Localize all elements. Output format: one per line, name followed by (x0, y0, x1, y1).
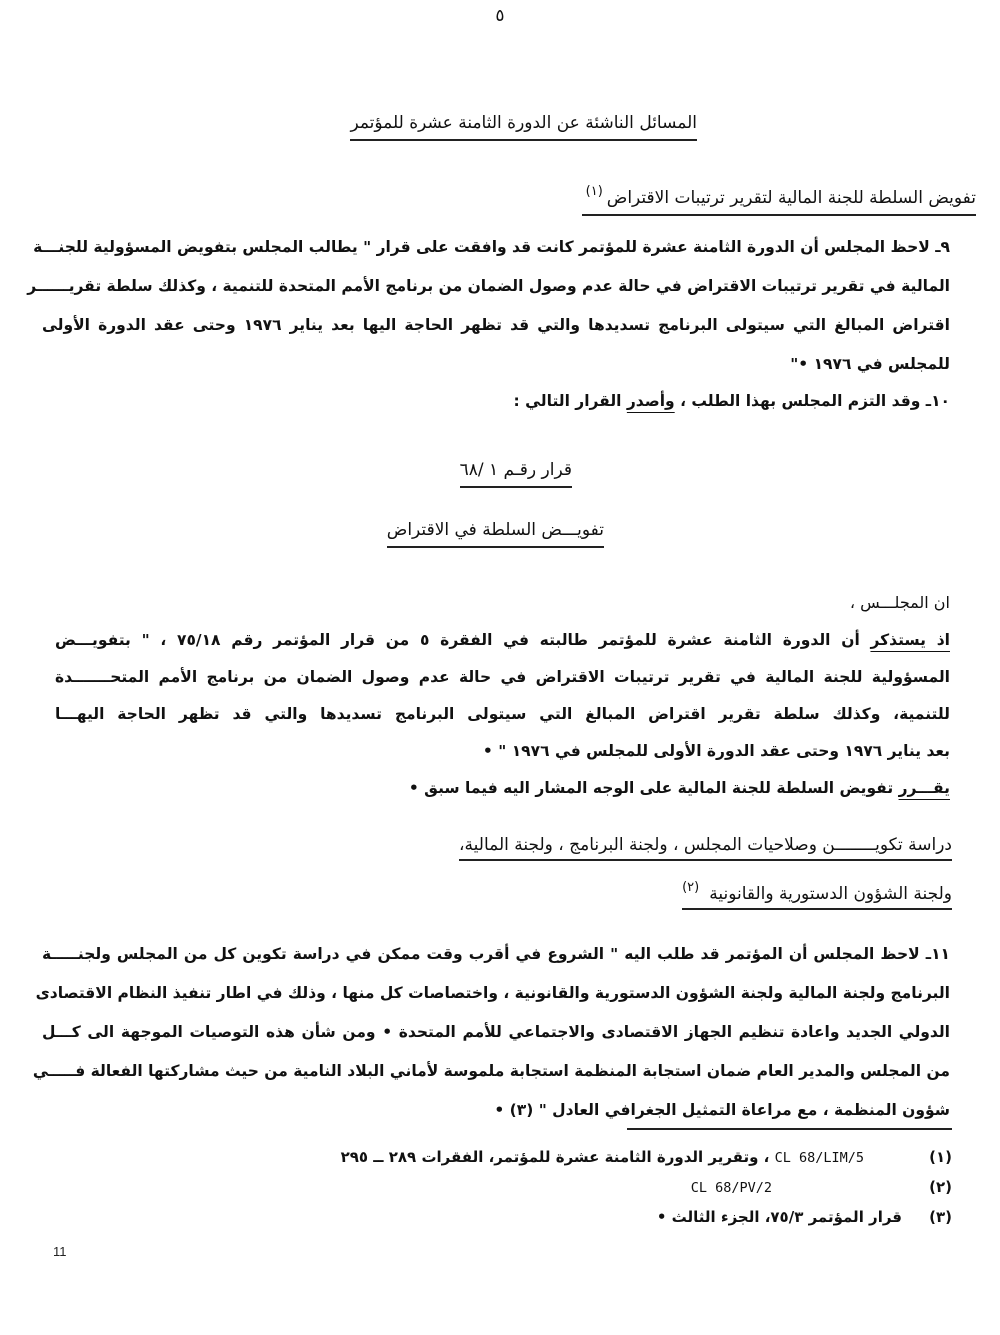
paragraph-line: للمجلس في ١٩٧٦ •" (790, 355, 950, 373)
decides-word: يقـــرر (898, 779, 950, 797)
paragraph-line: المالية في تقرير ترتيبات الاقتراض في حالة عدم وصول الضمان من برنامج الأمم المتحدة للتنمية ، وكذلك سلطة تقريــــــر (27, 277, 950, 295)
resolution-line: بعد يناير ١٩٧٦ وحتى عقد الدورة الأولى للمجلس في ١٩٧٦ " • (482, 742, 950, 760)
footnote-ref-2: (٢) (682, 880, 700, 895)
resolution-body (55, 622, 950, 807)
footnote-number: (١) (929, 1148, 952, 1166)
footnote (212, 1178, 952, 1208)
paragraph-10 (514, 382, 950, 421)
resolution-line (55, 770, 950, 807)
footnote-number: (٣) (929, 1208, 952, 1226)
resolution-title: تفويـــض السلطة في الاقتراض (387, 520, 604, 548)
paragraph-10-underlined: وأصدر (626, 392, 675, 410)
sub-heading-text: تفويض السلطة للجنة المالية لتقرير ترتيبات الاقتراض (606, 188, 976, 209)
page-number-top: ٥ (495, 6, 505, 26)
footnotes (212, 1148, 952, 1238)
document-code: CL 68/LIM/5 (774, 1150, 864, 1166)
page-number-bottom: 11 (53, 1244, 67, 1259)
paragraph-10-after: القرار التالي : (513, 392, 627, 410)
paragraph-11 (32, 935, 950, 1130)
study-heading-line-1: دراسة تكويــــــــن وصلاحيات المجلس ، ولجنة البرنامج ، ولجنة المالية، (459, 835, 952, 861)
paragraph-line: ١١ـ لاحظ المجلس أن المؤتمر قد طلب اليه " الشروع في أقرب وقت ممكن في دراسة تكوين كل من المجلس ولجنـــــة (42, 945, 950, 963)
resolution-line: للتنمية، وكذلك سلطة تقرير اقتراض المبالغ التي سيتولى البرنامج تسديدها والتي قد تظهر الحاجة اليهـــا (55, 705, 950, 723)
decides-text: تفويض السلطة للجنة المالية على الوجه المشار اليه فيما سبق • (408, 779, 899, 797)
footnote-number: (٢) (929, 1178, 952, 1196)
resolution-council: ان المجلـــس ، (849, 593, 950, 612)
study-heading-line-2-text: ولجنة الشؤون الدستورية والقانونية (709, 884, 952, 904)
footnote-ref-1: (١) (585, 184, 603, 200)
recalls-text: أن الدورة الثامنة عشرة للمؤتمر طالبته في الفقرة ٥ من قرار المؤتمر رقم ٧٥/١٨ ، " بتفويـــض (55, 631, 871, 649)
paragraph-9 (27, 228, 950, 384)
main-heading: المسائل الناشئة عن الدورة الثامنة عشرة للمؤتمر (350, 113, 697, 141)
resolution-line: المسؤولية للجنة المالية في تقرير ترتيبات الاقتراض في حالة عدم وصول الضمان من برنامج الأمم المتحـــــــدة (55, 668, 950, 686)
resolution-number: قرار رقـم ١ /٦٨ (460, 460, 572, 488)
resolution-line (55, 622, 950, 659)
footnote (212, 1148, 952, 1178)
paragraph-line: الدولي الجديد واعادة تنظيم الجهاز الاقتصادى والاجتماعي للأمم المتحدة • ومن شأن هذه التوصيات الموجهة الى كـــل (42, 1023, 950, 1041)
recalls-word: اذ يستذكر (870, 631, 950, 649)
paragraph-line: ٩ـ لاحظ المجلس أن الدورة الثامنة عشرة للمؤتمر كانت قد وافقت على قرار " يطالب المجلس بتفويض المسؤولية للجنـــة (33, 238, 950, 256)
sub-heading (582, 184, 976, 216)
footnote (212, 1208, 952, 1238)
paragraph-line: اقتراض المبالغ التي سيتولى البرنامج تسديدها والتي قد تظهر الحاجة اليها بعد يناير ١٩٧٦ وحتى عقد الدورة الأولى (42, 316, 950, 334)
footnote-text: ، وتقرير الدورة الثامنة عشرة للمؤتمر، الفقرات ٢٨٩ ــ ٢٩٥ (340, 1148, 770, 1166)
study-heading-line-2 (682, 880, 952, 910)
footnote-separator (627, 1128, 952, 1130)
paragraph-line: البرنامج ولجنة المالية ولجنة الشؤون الدستورية والقانونية ، واختصاصات كل منها ، وذلك في اطار تنفيذ النظام الاقتصادى (35, 984, 950, 1002)
paragraph-line: شؤون المنظمة ، مع مراعاة التمثيل الجغرافي العادل " (٣) • (494, 1101, 950, 1119)
paragraph-line: من المجلس والمدير العام ضمان استجابة المنظمة استجابة ملموسة لأماني البلاد النامية من حيث مشاركتها الفعالة فـــــي (32, 1062, 950, 1080)
footnote-text: قرار المؤتمر ٧٥/٣، الجزء الثالث • (656, 1208, 902, 1226)
paragraph-10-before: ١٠ـ وقد التزم المجلس بهذا الطلب ، (674, 392, 950, 410)
document-code: CL 68/PV/2 (690, 1180, 772, 1196)
